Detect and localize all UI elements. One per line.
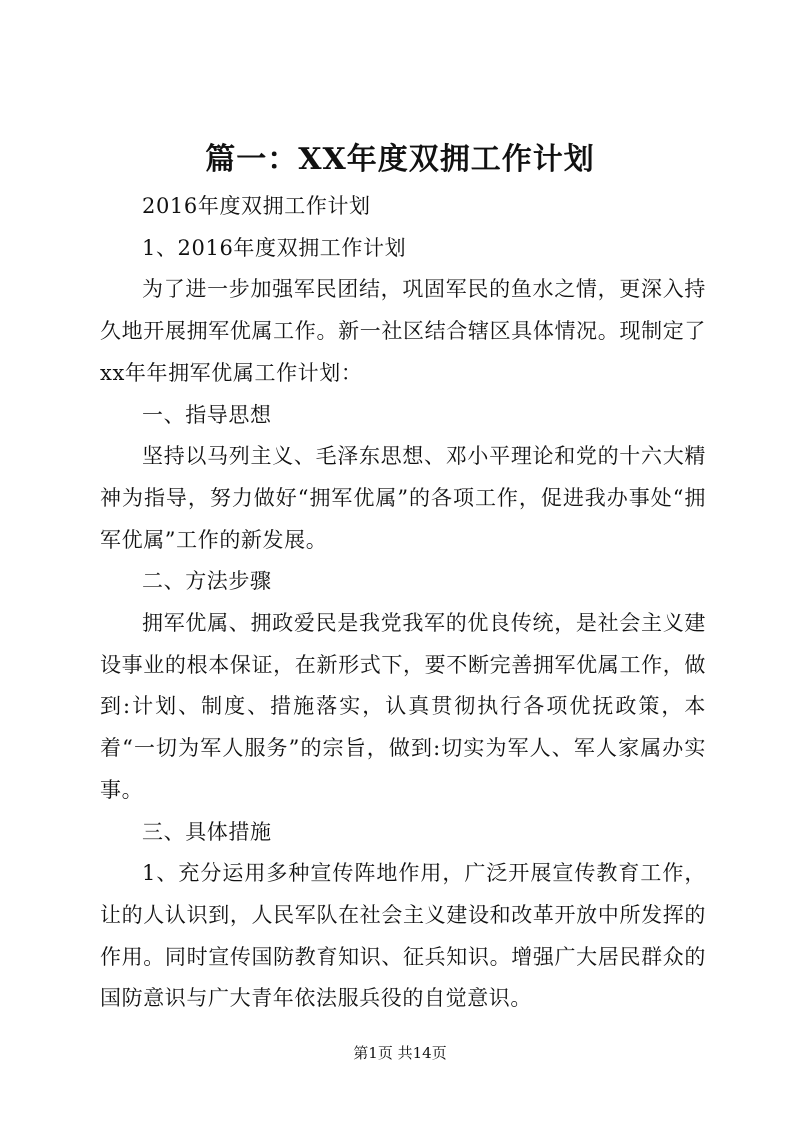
paragraph-guiding-ideology: 坚持以马列主义、毛泽东思想、邓小平理论和党的十六大精神为指导，努力做好“拥军优属”的各项工作，促进我办事处“拥军优属”工作的新发展。 [100, 444, 706, 552]
paragraph-methods: 拥军优属、拥政爱民是我党我军的优良传统，是社会主义建设事业的根本保证，在新形式下，要不断完善拥军优属工作，做到:计划、制度、措施落实，认真贯彻执行各项优抚政策，本着“一切为军人服务”的宗旨，做到:切实为军人、军人家属办实事。 [100, 611, 706, 802]
page-footer: 第1页 共14页 [353, 1044, 447, 1062]
paragraph-intro: 为了进一步加强军民团结，巩固军民的鱼水之情，更深入持久地开展拥军优属工作。新一社区结合辖区具体情况。现制定了xx年年拥军优属工作计划： [100, 277, 706, 385]
section-heading-methods: 二、方法步骤 [142, 569, 272, 594]
paragraph-measure-1: 1、充分运用多种宣传阵地作用，广泛开展宣传教育工作，让的人认识到，人民军队在社会主义建设和改革开放中所发挥的作用。同时宣传国防教育知识、征兵知识。增强广大居民群众的国防意识与广大青年依法服兵役的自觉意识。 [100, 861, 706, 1011]
paragraph-plan-subheading: 1、2016年度双拥工作计划 [142, 235, 407, 260]
section-heading-measures: 三、具体措施 [142, 819, 272, 844]
section-heading-guiding-ideology: 一、指导思想 [142, 402, 272, 427]
document-body [100, 186, 706, 1020]
document-title: 篇一：XX年度双拥工作计划 [205, 142, 595, 177]
paragraph-plan-heading: 2016年度双拥工作计划 [142, 194, 371, 218]
